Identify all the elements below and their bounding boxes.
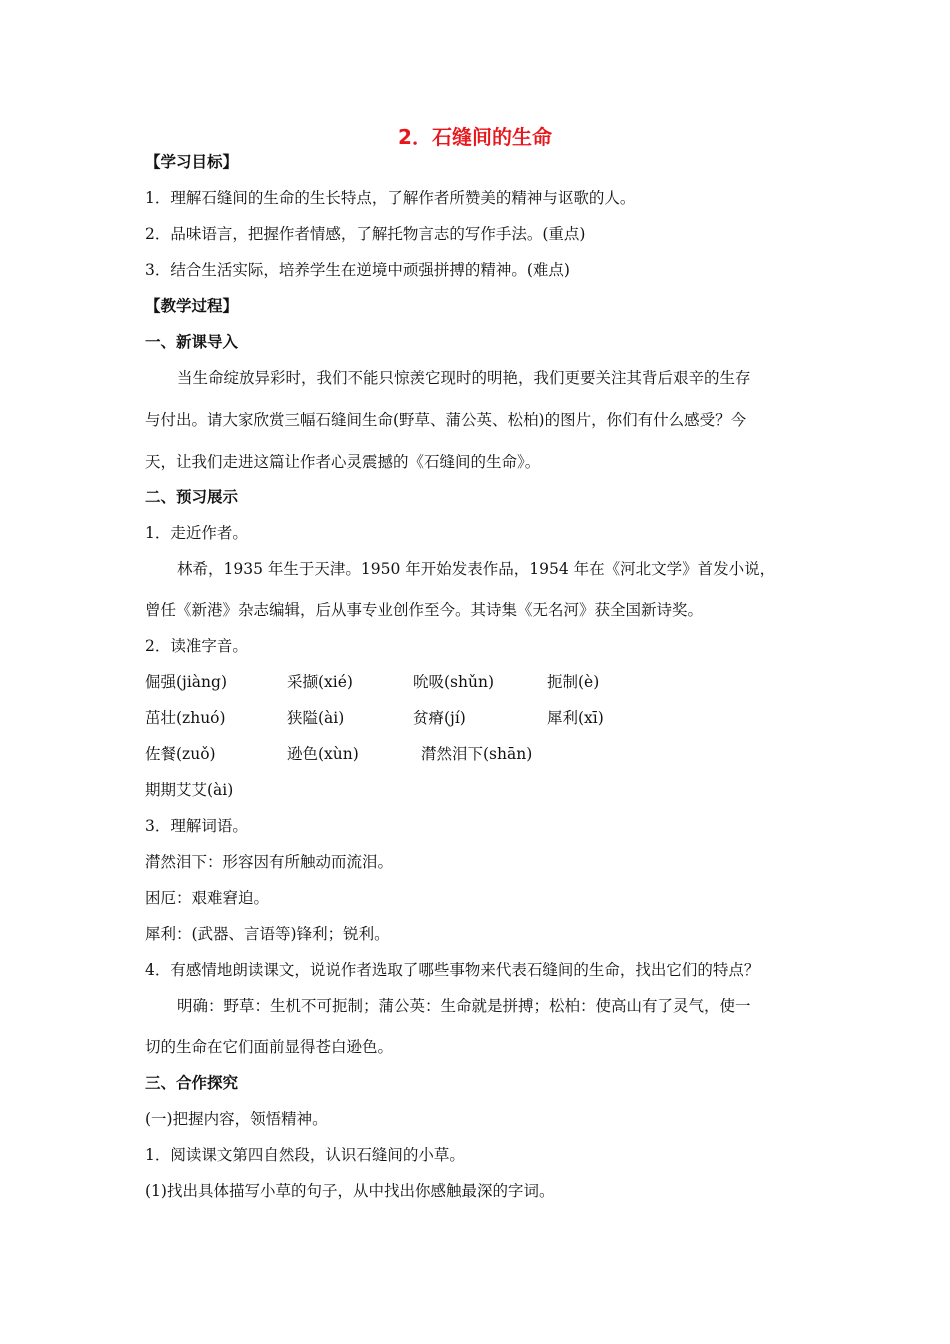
pinyin-entry: 佐餐(zuǒ) <box>145 745 216 763</box>
vocab-entry: 犀利：(武器、言语等)锋利；锐利。 <box>145 925 390 943</box>
list-item: 4．有感情地朗读课文，说说作者选取了哪些事物来代表石缝间的生命，找出它们的特点？ <box>145 961 760 979</box>
goal-item: 3．结合生活实际，培养学生在逆境中顽强拼搏的精神。(难点) <box>145 261 570 279</box>
list-item: 2．读准字音。 <box>145 637 248 655</box>
goal-item: 1．理解石缝间的生命的生长特点，了解作者所赞美的精神与讴歌的人。 <box>145 189 636 207</box>
vocab-entry: 潸然泪下：形容因有所触动而流泪。 <box>145 853 394 871</box>
paragraph-line: 曾任《新港》杂志编辑，后从事专业创作至今。其诗集《无名河》获全国新诗奖。 <box>145 601 704 619</box>
pinyin-entry: 犀利(xī) <box>547 709 604 727</box>
pinyin-entry: 贫瘠(jí) <box>413 709 466 727</box>
list-item: 1．阅读课文第四自然段，认识石缝间的小草。 <box>145 1146 465 1164</box>
goals-heading: 【学习目标】 <box>145 153 239 171</box>
pinyin-entry: 期期艾艾(ài) <box>145 781 234 799</box>
paragraph-line: 切的生命在它们面前显得苍白逊色。 <box>145 1038 394 1056</box>
pinyin-entry: 扼制(è) <box>547 673 600 691</box>
part2-heading: 二、预习展示 <box>145 488 239 506</box>
paragraph-line: 明确：野草：生机不可扼制；蒲公英：生命就是拼搏；松柏：使高山有了灵气，使一 <box>177 997 751 1015</box>
paragraph-line: 林希，1935 年生于天津。1950 年开始发表作品，1954 年在《河北文学》首发小说， <box>177 560 776 578</box>
pinyin-entry: 倔强(jiàng) <box>145 673 228 691</box>
list-item: (1)找出具体描写小草的句子，从中找出你感触最深的字词。 <box>145 1182 555 1200</box>
pinyin-entry: 狭隘(ài) <box>287 709 345 727</box>
pinyin-entry: 采撷(xié) <box>287 673 353 691</box>
goal-item: 2．品味语言，把握作者情感，了解托物言志的写作手法。(重点) <box>145 225 586 243</box>
paragraph-line: 与付出。请大家欣赏三幅石缝间生命(野草、蒲公英、松柏)的图片，你们有什么感受？今 <box>145 411 747 429</box>
paragraph-line: 天，让我们走进这篇让作者心灵震撼的《石缝间的生命》。 <box>145 453 541 471</box>
pinyin-entry: 潸然泪下(shān) <box>421 745 533 763</box>
list-item: 3．理解词语。 <box>145 817 248 835</box>
pinyin-entry: 吮吸(shǔn) <box>413 673 494 691</box>
list-item: 1．走近作者。 <box>145 524 248 542</box>
vocab-entry: 困厄：艰难窘迫。 <box>145 889 270 907</box>
process-heading: 【教学过程】 <box>145 297 239 315</box>
pinyin-entry: 茁壮(zhuó) <box>145 709 226 727</box>
pinyin-entry: 逊色(xùn) <box>287 745 359 763</box>
paragraph-line: 当生命绽放异彩时，我们不能只惊羡它现时的明艳，我们更要关注其背后艰辛的生存 <box>177 369 751 387</box>
page-title: 2．石缝间的生命 <box>398 125 552 149</box>
part3-heading: 三、合作探究 <box>145 1074 239 1092</box>
part1-heading: 一、新课导入 <box>145 333 239 351</box>
subsection-heading: (一)把握内容，领悟精神。 <box>145 1110 328 1128</box>
